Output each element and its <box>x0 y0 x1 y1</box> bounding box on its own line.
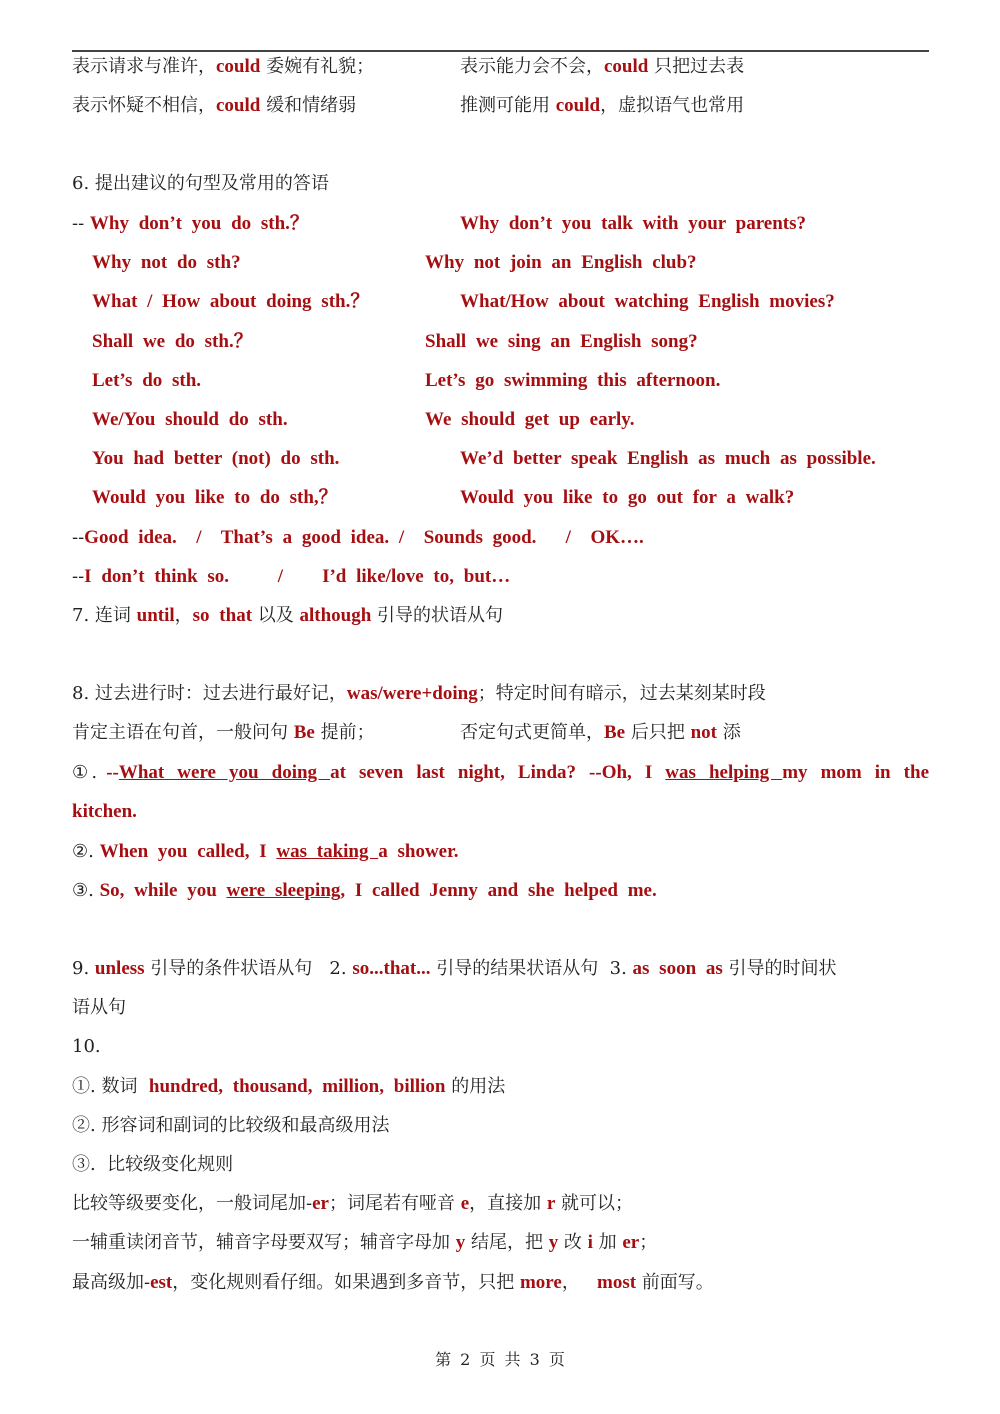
text-line <box>72 681 766 707</box>
text-line <box>92 485 338 511</box>
text-segment: 引导的结果状语从句 3. <box>430 958 633 979</box>
text-line <box>72 1074 505 1100</box>
text-segment: 推测可能用 <box>460 95 556 116</box>
text-segment: ③. <box>72 880 100 901</box>
text-segment: 否定句式更简单， <box>460 722 604 743</box>
text-line <box>72 1034 101 1060</box>
text-segment: ，变化规则看仔细。如果遇到多音节，只把 <box>172 1272 520 1293</box>
highlighted-keyword: although <box>299 605 372 626</box>
text-line <box>425 250 697 276</box>
highlighted-keyword: , I called Jenny and she helped me. <box>340 880 657 901</box>
text-line <box>425 368 720 394</box>
text-segment: ①. 数词 <box>72 1076 149 1097</box>
highlighted-keyword: kitchen. <box>72 801 137 822</box>
text-line <box>72 1152 233 1178</box>
text-segment: ②. <box>72 841 100 862</box>
underlined-keyword: was taking <box>276 841 379 862</box>
text-line <box>72 720 375 746</box>
text-segment: 前面写。 <box>636 1272 714 1293</box>
text-line <box>72 1191 633 1217</box>
highlighted-keyword: What / How about doing sth.？ <box>92 291 370 312</box>
text-line <box>460 54 744 80</box>
highlighted-keyword: Would you like to do sth,？ <box>92 487 338 508</box>
highlighted-keyword: Let’s go swimming this afternoon. <box>425 370 721 391</box>
text-segment: 就可以； <box>555 1193 634 1214</box>
header-rule <box>72 50 929 52</box>
highlighted-keyword: as soon as <box>632 958 723 979</box>
underlined-keyword: What were you doing <box>118 762 331 783</box>
highlighted-keyword: Shall we do sth.？ <box>92 331 253 352</box>
text-segment: 提前； <box>314 722 375 743</box>
text-segment: 一辅重读闭音节，辅音字母要双写；辅音字母加 <box>72 1232 456 1253</box>
text-line <box>460 720 741 746</box>
text-segment: 肯定主语在句首，一般问句 <box>72 722 294 743</box>
text-segment: 最高级加- <box>72 1272 151 1293</box>
text-line <box>72 1230 657 1256</box>
text-segment: ， <box>561 1272 598 1293</box>
text-line <box>72 54 374 80</box>
text-line <box>460 289 835 315</box>
text-segment: 表示能力会不会， <box>460 56 604 77</box>
text-segment: -- <box>72 213 90 234</box>
highlighted-keyword: could <box>604 56 649 77</box>
text-line <box>92 289 369 315</box>
highlighted-keyword: could <box>555 95 601 116</box>
text-line <box>460 211 806 237</box>
text-segment: 委婉有礼貌； <box>260 56 375 77</box>
text-line <box>460 93 744 119</box>
highlighted-keyword: Why not do sth? <box>92 252 241 273</box>
text-segment: 7. 连词 <box>72 605 137 626</box>
text-segment: 引导的条件状语从句 2. <box>144 958 353 979</box>
text-segment: 只把过去表 <box>648 56 745 77</box>
highlighted-keyword: -- <box>106 762 119 783</box>
text-line <box>460 446 876 472</box>
highlighted-keyword: so that <box>192 605 253 626</box>
text-line <box>72 171 329 197</box>
highlighted-keyword: r <box>546 1193 556 1214</box>
text-segment: 10. <box>72 1036 101 1057</box>
text-segment: ，直接加 <box>469 1193 547 1214</box>
text-segment: 添 <box>716 722 741 743</box>
text-line <box>72 1270 714 1296</box>
highlighted-keyword: so...that... <box>352 958 431 979</box>
text-segment: ①. <box>72 762 107 783</box>
text-segment: 引导的时间状 <box>722 958 837 979</box>
text-line <box>72 564 510 590</box>
highlighted-keyword: my mom in the <box>782 762 929 783</box>
text-segment: -- <box>72 566 85 587</box>
highlighted-keyword: more <box>519 1272 562 1293</box>
text-segment: 表示请求与准许， <box>72 56 216 77</box>
highlighted-keyword: Good idea. / That’s a good idea. / Sounds good. / OK…. <box>84 527 644 548</box>
highlighted-keyword: Be <box>604 722 626 743</box>
highlighted-keyword: Would you like to go out for a walk? <box>460 487 795 508</box>
highlighted-keyword: could <box>216 95 261 116</box>
text-line <box>72 603 503 629</box>
text-segment: ；特定时间有暗示，过去某刻某时段 <box>477 683 766 704</box>
text-segment: ②. 形容词和副词的比较级和最高级用法 <box>72 1115 390 1136</box>
highlighted-keyword: When you called, I <box>99 841 277 862</box>
highlighted-keyword: Let’s do sth. <box>92 370 202 391</box>
text-line <box>92 446 339 472</box>
text-segment: 缓和情绪弱 <box>260 95 357 116</box>
highlighted-keyword: was/were+doing <box>346 683 478 704</box>
text-line <box>92 250 241 276</box>
text-line <box>72 525 644 551</box>
text-line <box>72 760 929 786</box>
text-segment: 8. 过去进行时：过去进行最好记， <box>72 683 347 704</box>
text-segment: ；词尾若有哑音 <box>328 1193 461 1214</box>
highlighted-keyword: I don’t think so. / I’d like/love to, but… <box>84 566 511 587</box>
highlighted-keyword: could <box>216 56 261 77</box>
text-line <box>72 878 657 904</box>
text-segment: -- <box>72 527 85 548</box>
highlighted-keyword: e <box>460 1193 470 1214</box>
underlined-keyword: was helping <box>665 762 783 783</box>
text-line <box>72 995 126 1021</box>
text-segment: ， <box>174 605 193 626</box>
highlighted-keyword: Shall we sing an English song? <box>425 331 698 352</box>
highlighted-keyword: So, while you <box>99 880 227 901</box>
highlighted-keyword: er <box>622 1232 640 1253</box>
highlighted-keyword: unless <box>94 958 145 979</box>
highlighted-keyword: hundred, thousand, million, billion <box>148 1076 446 1097</box>
text-segment: 改 <box>558 1232 588 1253</box>
text-segment: 引导的状语从句 <box>371 605 504 626</box>
highlighted-keyword: Why don’t you talk with your parents? <box>460 213 807 234</box>
highlighted-keyword: Why don’t you do sth.？ <box>89 213 309 234</box>
text-line <box>92 368 201 394</box>
highlighted-keyword: We should get up early. <box>425 409 635 430</box>
highlighted-keyword: We’d better speak English as much as possible. <box>460 448 876 469</box>
highlighted-keyword: est <box>150 1272 173 1293</box>
text-segment: 以及 <box>252 605 300 626</box>
highlighted-keyword: a shower. <box>378 841 459 862</box>
text-line <box>72 93 356 119</box>
text-segment: 6. 提出建议的句型及常用的答语 <box>72 173 329 194</box>
text-segment: 表示怀疑不相信， <box>72 95 216 116</box>
text-segment: ③. 比较级变化规则 <box>72 1154 234 1175</box>
text-line <box>72 1113 389 1139</box>
highlighted-keyword: We/You should do sth. <box>92 409 288 430</box>
highlighted-keyword: most <box>597 1272 637 1293</box>
highlighted-keyword: until <box>136 605 175 626</box>
highlighted-keyword: y <box>455 1232 466 1253</box>
text-segment: ，虚拟语气也常用 <box>600 95 745 116</box>
page-footer: 第 2 页 共 3 页 <box>435 1350 565 1369</box>
text-segment: 后只把 <box>625 722 691 743</box>
highlighted-keyword: at seven last night, Linda? --Oh, I <box>330 762 666 783</box>
text-segment: 结尾，把 <box>465 1232 549 1253</box>
highlighted-keyword: Be <box>293 722 315 743</box>
text-line <box>425 329 698 355</box>
highlighted-keyword: y <box>548 1232 559 1253</box>
highlighted-keyword: You had better (not) do sth. <box>92 448 340 469</box>
text-segment: 语从句 <box>72 997 126 1018</box>
underlined-keyword: were sleeping <box>226 880 341 901</box>
text-line <box>92 329 253 355</box>
text-line <box>425 407 635 433</box>
highlighted-keyword: i <box>587 1232 593 1253</box>
text-line <box>92 407 288 433</box>
text-segment: 加 <box>592 1232 623 1253</box>
text-line <box>72 211 309 237</box>
text-segment: 的用法 <box>445 1076 506 1097</box>
text-segment: 比较等级要变化，一般词尾加- <box>72 1193 313 1214</box>
text-segment: ； <box>639 1232 658 1253</box>
text-line <box>72 956 837 982</box>
text-segment: 9. <box>72 958 95 979</box>
text-line <box>72 839 459 865</box>
text-line <box>460 485 794 511</box>
highlighted-keyword: Why not join an English club? <box>425 252 697 273</box>
highlighted-keyword: What/How about watching English movies? <box>460 291 835 312</box>
highlighted-keyword: er <box>312 1193 329 1214</box>
highlighted-keyword: not <box>690 722 717 743</box>
text-line <box>72 799 137 825</box>
